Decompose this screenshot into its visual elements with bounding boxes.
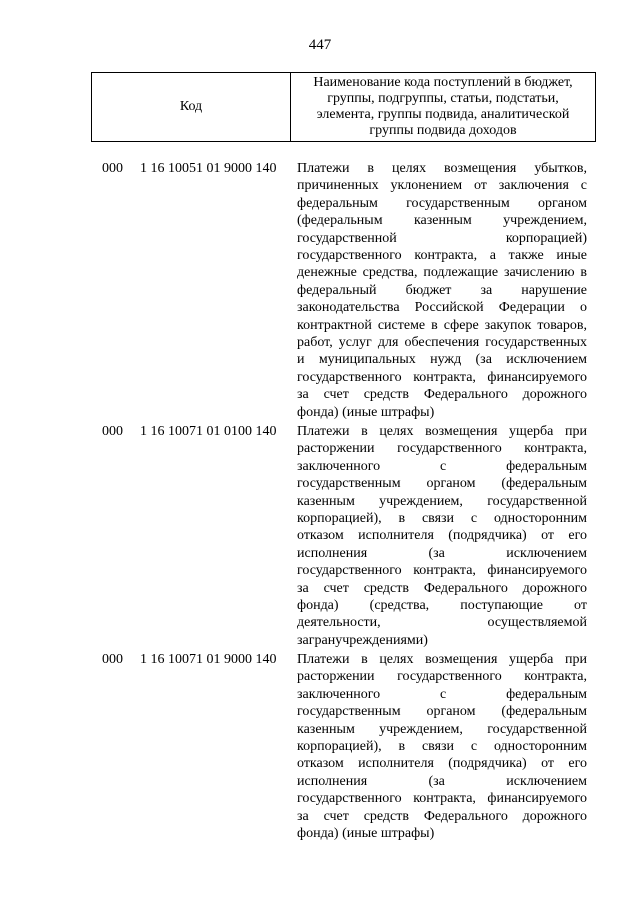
description-line: фонда) (иные штрафы): [297, 404, 435, 420]
description-line: законодательства Российской Федерации о: [297, 300, 587, 316]
table-header: [91, 72, 596, 142]
description-line: заключенного с федеральным: [297, 686, 587, 702]
admin-code: 000: [102, 652, 123, 667]
description-line: государственным органом (федеральным: [297, 704, 587, 720]
description-line: деятельности, осуществляемой: [297, 615, 587, 631]
description-line: за счет средств Федерального дорожного: [297, 387, 587, 403]
description-line: фонда) (иные штрафы): [297, 826, 435, 842]
description-line: работ, услуг для обеспечения государственных: [297, 335, 587, 351]
description-line: исполнения (за исключением: [297, 773, 587, 789]
description-line: федеральный бюджет за нарушение: [297, 282, 587, 298]
description-line: исполнения (за исключением: [297, 545, 587, 561]
description-line: заключенного с федеральным: [297, 458, 587, 474]
description-line: расторжении государственного контракта,: [297, 441, 587, 457]
description-line: государственного контракта, финансируемого: [297, 563, 587, 579]
description-line: государственного контракта, а также иные: [297, 248, 587, 264]
header-code-cell: Код: [92, 73, 291, 141]
description-line: и муниципальных нужд (за исключением: [297, 352, 587, 368]
description-line: Платежи в целях возмещения убытков,: [297, 161, 587, 176]
description-line: контрактной системе в сфере закупок товаров,: [297, 317, 587, 333]
description-line: фонда) (средства, поступающие от: [297, 598, 587, 614]
description-line: государственного контракта, финансируемого: [297, 369, 587, 385]
description-line: государственным органом (федеральным: [297, 476, 587, 492]
description-line: за счет средств Федерального дорожного: [297, 808, 587, 824]
description-line: расторжении государственного контракта,: [297, 669, 587, 685]
description-line: казенным учреждением, государственной: [297, 721, 587, 737]
description-line: (федеральным казенным учреждением,: [297, 213, 587, 229]
income-description: [297, 160, 587, 421]
description-line: за счет средств Федерального дорожного: [297, 580, 587, 596]
admin-code: 000: [102, 424, 123, 439]
admin-code: 000: [102, 161, 123, 176]
income-code: 1 16 10051 01 9000 140: [140, 161, 277, 176]
income-description: [297, 651, 587, 842]
header-name-cell: Наименование кода поступлений в бюджет, группы, подгруппы, статьи, подстатьи, элемента, группы подвида, аналитической группы подвида доходов: [313, 75, 573, 138]
description-line: Платежи в целях возмещения ущерба при: [297, 424, 587, 439]
description-line: корпорацией), в связи с односторонним: [297, 739, 587, 755]
income-code: 1 16 10071 01 0100 140: [140, 424, 277, 439]
description-line: казенным учреждением, государственной: [297, 493, 587, 509]
description-line: федеральным государственным органом: [297, 195, 587, 211]
description-line: государственной корпорацией): [297, 230, 587, 246]
description-line: загранучреждениями): [297, 632, 428, 648]
income-description: [297, 423, 587, 649]
page-number: 447: [308, 37, 332, 53]
description-line: государственного контракта, финансируемого: [297, 791, 587, 807]
description-line: причиненных уклонением от заключения с: [297, 178, 587, 194]
description-line: Платежи в целях возмещения ущерба при: [297, 652, 587, 667]
description-line: отказом исполнителя (подрядчика) от его: [297, 756, 587, 772]
description-line: отказом исполнителя (подрядчика) от его: [297, 528, 587, 544]
description-line: денежные средства, подлежащие зачислению в: [297, 265, 587, 281]
income-code: 1 16 10071 01 9000 140: [140, 652, 277, 667]
description-line: корпорацией), в связи с односторонним: [297, 511, 587, 527]
